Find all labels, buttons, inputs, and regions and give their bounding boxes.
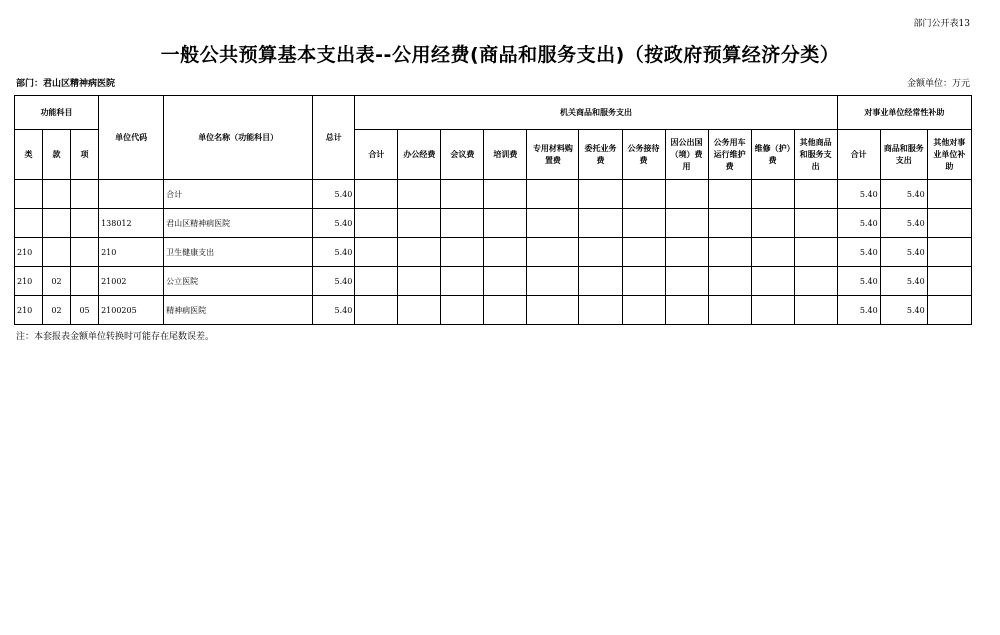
cell-goods bbox=[794, 180, 837, 209]
cell-subsidy: 5.40 bbox=[880, 238, 927, 267]
cell-goods bbox=[484, 238, 527, 267]
cell-total: 5.40 bbox=[313, 180, 355, 209]
cell-goods bbox=[355, 296, 398, 325]
header-entrusted-fee: 委托业务费 bbox=[579, 130, 622, 180]
cell-goods bbox=[794, 238, 837, 267]
cell-goods bbox=[751, 267, 794, 296]
header-other-goods: 其他商品和服务支出 bbox=[794, 130, 837, 180]
cell-goods bbox=[398, 296, 441, 325]
cell-unit-name: 合计 bbox=[164, 180, 313, 209]
cell-goods bbox=[751, 238, 794, 267]
cell-goods bbox=[579, 238, 622, 267]
cell-unit-name: 精神病医院 bbox=[164, 296, 313, 325]
cell-unit-code: 2100205 bbox=[99, 296, 164, 325]
cell-unit-code: 138012 bbox=[99, 209, 164, 238]
cell-goods bbox=[398, 209, 441, 238]
cell-goods bbox=[794, 296, 837, 325]
cell-xiang bbox=[71, 209, 99, 238]
cell-goods bbox=[484, 296, 527, 325]
cell-lei bbox=[15, 209, 43, 238]
header-group-goods: 机关商品和服务支出 bbox=[355, 96, 837, 130]
cell-lei: 210 bbox=[15, 296, 43, 325]
cell-goods bbox=[751, 296, 794, 325]
cell-goods bbox=[527, 209, 579, 238]
cell-xiang: 05 bbox=[71, 296, 99, 325]
cell-goods bbox=[484, 180, 527, 209]
header-lei: 类 bbox=[15, 130, 43, 180]
cell-subsidy bbox=[927, 267, 971, 296]
cell-subsidy: 5.40 bbox=[837, 180, 880, 209]
cell-goods bbox=[708, 296, 751, 325]
header-unit-name: 单位名称（功能科目） bbox=[164, 96, 313, 180]
header-group-subsidy: 对事业单位经常性补助 bbox=[837, 96, 971, 130]
cell-goods bbox=[751, 209, 794, 238]
cell-unit-name: 卫生健康支出 bbox=[164, 238, 313, 267]
cell-unit-name: 公立医院 bbox=[164, 267, 313, 296]
cell-goods bbox=[622, 296, 665, 325]
cell-subsidy: 5.40 bbox=[880, 209, 927, 238]
cell-total: 5.40 bbox=[313, 296, 355, 325]
cell-goods bbox=[751, 180, 794, 209]
header-unit-code: 单位代码 bbox=[99, 96, 164, 180]
table-row bbox=[15, 180, 972, 209]
cell-subsidy bbox=[927, 238, 971, 267]
cell-unit-code: 21002 bbox=[99, 267, 164, 296]
cell-goods bbox=[622, 267, 665, 296]
budget-table bbox=[14, 95, 972, 325]
footnote: 注：本套报表金额单位转换时可能存在尾数误差。 bbox=[16, 332, 215, 342]
cell-goods bbox=[355, 209, 398, 238]
header-total: 总计 bbox=[313, 96, 355, 180]
cell-goods bbox=[794, 267, 837, 296]
cell-total: 5.40 bbox=[313, 267, 355, 296]
cell-goods bbox=[398, 180, 441, 209]
cell-goods bbox=[665, 238, 708, 267]
header-maintenance-fee: 维修（护）费 bbox=[751, 130, 794, 180]
table-header bbox=[15, 96, 972, 180]
header-training-fee: 培训费 bbox=[484, 130, 527, 180]
cell-goods bbox=[665, 209, 708, 238]
cell-xiang bbox=[71, 267, 99, 296]
cell-goods bbox=[579, 296, 622, 325]
cell-subsidy bbox=[927, 180, 971, 209]
header-vehicle-fee: 公务用车运行维护费 bbox=[708, 130, 751, 180]
header-subsidy-total: 合计 bbox=[837, 130, 880, 180]
cell-subsidy: 5.40 bbox=[837, 296, 880, 325]
form-number-label: 部门公开表13 bbox=[913, 19, 970, 29]
cell-goods bbox=[527, 296, 579, 325]
cell-unit-name: 君山区精神病医院 bbox=[164, 209, 313, 238]
cell-goods bbox=[441, 180, 484, 209]
cell-goods bbox=[484, 267, 527, 296]
cell-kuan bbox=[43, 238, 71, 267]
header-reception-fee: 公务接待费 bbox=[622, 130, 665, 180]
header-materials-fee: 专用材料购置费 bbox=[527, 130, 579, 180]
cell-goods bbox=[484, 209, 527, 238]
cell-kuan: 02 bbox=[43, 267, 71, 296]
header-xiang: 项 bbox=[71, 130, 99, 180]
cell-goods bbox=[708, 209, 751, 238]
cell-goods bbox=[527, 180, 579, 209]
cell-kuan: 02 bbox=[43, 296, 71, 325]
header-subsidy-goods: 商品和服务支出 bbox=[880, 130, 927, 180]
header-subsidy-other: 其他对事业单位补助 bbox=[927, 130, 971, 180]
table-row bbox=[15, 209, 972, 238]
cell-goods bbox=[708, 180, 751, 209]
cell-goods bbox=[441, 296, 484, 325]
cell-goods bbox=[708, 267, 751, 296]
cell-subsidy: 5.40 bbox=[837, 238, 880, 267]
unit-label: 金额单位：万元 bbox=[906, 79, 970, 89]
cell-lei bbox=[15, 180, 43, 209]
cell-subsidy: 5.40 bbox=[880, 296, 927, 325]
cell-goods bbox=[527, 238, 579, 267]
cell-goods bbox=[665, 267, 708, 296]
cell-subsidy: 5.40 bbox=[880, 267, 927, 296]
cell-unit-code bbox=[99, 180, 164, 209]
page-title: 一般公共预算基本支出表--公用经费(商品和服务支出)（按政府预算经济分类） bbox=[160, 44, 840, 66]
header-office-fee: 办公经费 bbox=[398, 130, 441, 180]
cell-subsidy: 5.40 bbox=[837, 267, 880, 296]
cell-goods bbox=[622, 209, 665, 238]
cell-goods bbox=[355, 238, 398, 267]
cell-total: 5.40 bbox=[313, 209, 355, 238]
cell-goods bbox=[398, 267, 441, 296]
cell-goods bbox=[398, 238, 441, 267]
cell-goods bbox=[441, 209, 484, 238]
cell-subsidy bbox=[927, 296, 971, 325]
cell-goods bbox=[441, 267, 484, 296]
header-func-subject: 功能科目 bbox=[15, 96, 99, 130]
cell-goods bbox=[579, 209, 622, 238]
cell-subsidy bbox=[927, 209, 971, 238]
cell-goods bbox=[622, 180, 665, 209]
cell-kuan bbox=[43, 180, 71, 209]
cell-goods bbox=[441, 238, 484, 267]
cell-goods bbox=[355, 267, 398, 296]
cell-unit-code: 210 bbox=[99, 238, 164, 267]
table-row bbox=[15, 296, 972, 325]
cell-goods bbox=[355, 180, 398, 209]
cell-goods bbox=[579, 267, 622, 296]
cell-goods bbox=[665, 180, 708, 209]
cell-xiang bbox=[71, 180, 99, 209]
cell-goods bbox=[622, 238, 665, 267]
header-overseas-fee: 因公出国（境）费用 bbox=[665, 130, 708, 180]
table-body bbox=[15, 180, 972, 325]
cell-goods bbox=[527, 267, 579, 296]
cell-subsidy: 5.40 bbox=[880, 180, 927, 209]
cell-lei: 210 bbox=[15, 238, 43, 267]
table-row bbox=[15, 267, 972, 296]
cell-goods bbox=[665, 296, 708, 325]
cell-total: 5.40 bbox=[313, 238, 355, 267]
header-meeting-fee: 会议费 bbox=[441, 130, 484, 180]
cell-kuan bbox=[43, 209, 71, 238]
header-goods-total: 合计 bbox=[355, 130, 398, 180]
cell-goods bbox=[794, 209, 837, 238]
cell-goods bbox=[579, 180, 622, 209]
table-row bbox=[15, 238, 972, 267]
cell-xiang bbox=[71, 238, 99, 267]
department-label: 部门：君山区精神病医院 bbox=[16, 79, 116, 89]
header-kuan: 款 bbox=[43, 130, 71, 180]
cell-goods bbox=[708, 238, 751, 267]
cell-lei: 210 bbox=[15, 267, 43, 296]
cell-subsidy: 5.40 bbox=[837, 209, 880, 238]
